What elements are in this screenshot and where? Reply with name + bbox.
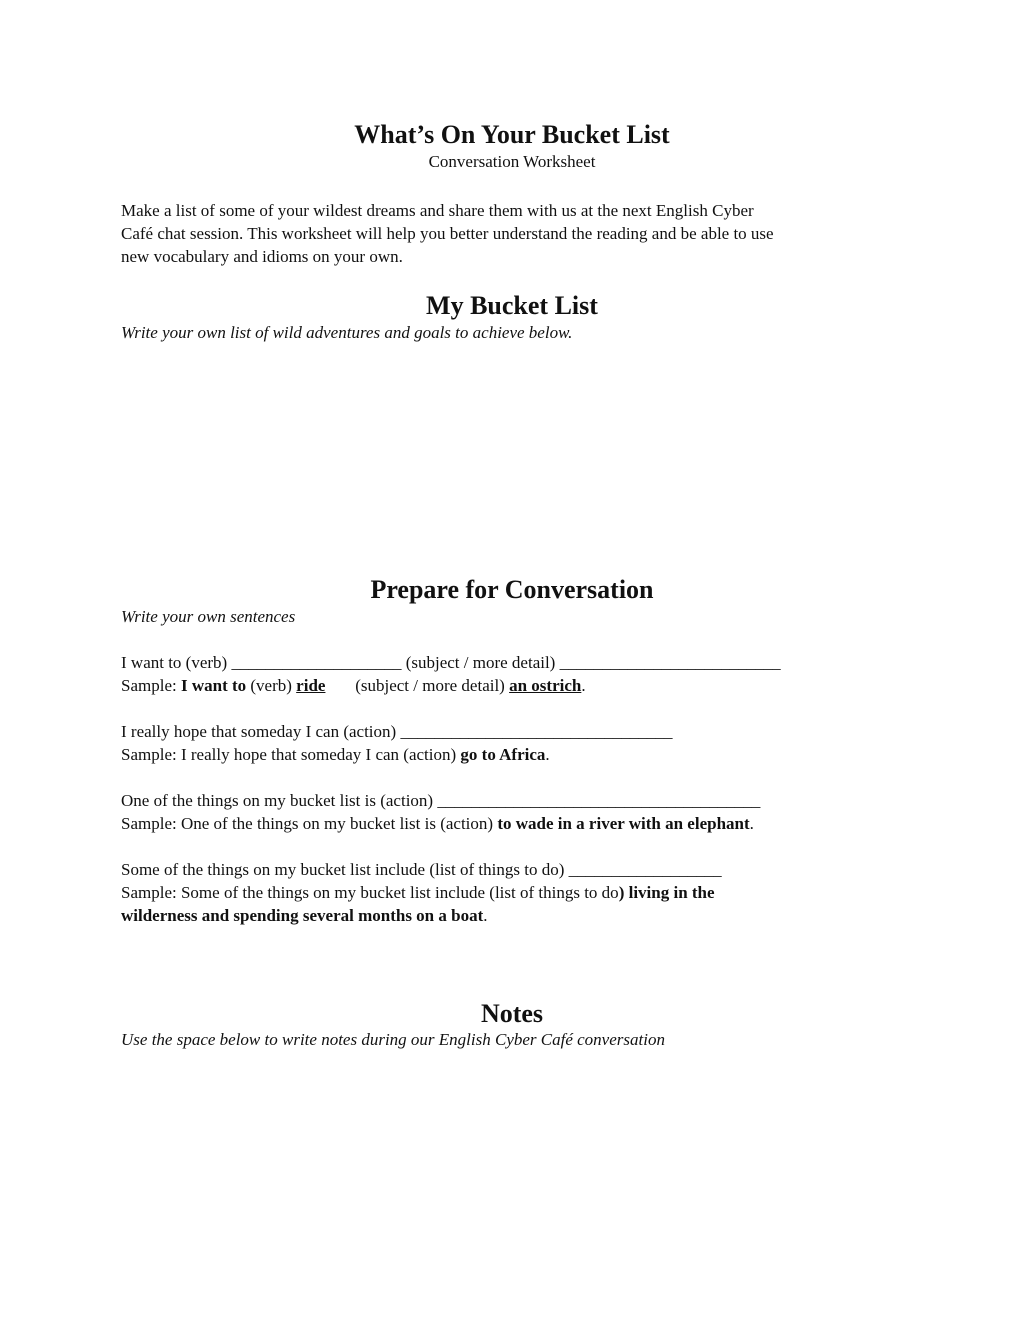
- intro-line: Café chat session. This worksheet will help you better understand the reading and be able to use: [121, 224, 774, 243]
- bucket-list-writing-area[interactable]: [121, 350, 901, 570]
- sample-text: .: [581, 676, 586, 695]
- notes-writing-area[interactable]: [121, 1060, 901, 1280]
- prepare-heading: Prepare for Conversation: [370, 575, 654, 604]
- sample-bold-underlined: ride: [296, 676, 326, 695]
- sample-bold: wilderness and spending several months on a boat: [121, 906, 484, 925]
- sample-text: (subject / more detail): [325, 676, 510, 695]
- sample-bold: I want to: [180, 676, 247, 695]
- sample-bold-underlined: an ostrich: [509, 676, 582, 695]
- sample-text: .: [545, 745, 550, 764]
- exercise-4-sample-line-2: [121, 906, 488, 926]
- sample-text: Sample: I really hope that someday I can (action): [121, 745, 461, 764]
- sample-bold: go to Africa: [460, 745, 546, 764]
- bucket-list-heading: My Bucket List: [426, 291, 598, 320]
- sample-bold: ) living in the: [618, 883, 715, 902]
- exercise-3-sample: [121, 814, 754, 834]
- exercise-1-prompt: I want to (verb) ____________________ (subject / more detail) __________________________: [121, 653, 781, 672]
- sample-text: Sample: Some of the things on my bucket list include (list of things to do: [121, 883, 619, 902]
- notes-heading: Notes: [480, 999, 544, 1028]
- exercise-4-sample-line-1: [121, 883, 715, 903]
- intro-line: new vocabulary and idioms on your own.: [121, 247, 403, 266]
- sample-bold: to wade in a river with an elephant: [497, 814, 750, 833]
- intro-line: Make a list of some of your wildest dreams and share them with us at the next English Cyber: [121, 201, 754, 220]
- exercise-2-prompt: I really hope that someday I can (action) ________________________________: [121, 722, 673, 741]
- page-subtitle: Conversation Worksheet: [428, 152, 596, 171]
- sample-text: Sample: One of the things on my bucket list is (action): [121, 814, 498, 833]
- exercise-3-prompt: One of the things on my bucket list is (action) ______________________________________: [121, 791, 761, 810]
- sample-label: Sample:: [121, 676, 181, 695]
- exercise-4-prompt: Some of the things on my bucket list include (list of things to do) __________________: [121, 860, 722, 879]
- exercise-2-sample: [121, 745, 550, 765]
- page-title: What’s On Your Bucket List: [354, 120, 670, 149]
- bucket-list-instruction: Write your own list of wild adventures and goals to achieve below.: [121, 323, 573, 342]
- intro-paragraph: [121, 199, 911, 268]
- prepare-instruction: Write your own sentences: [121, 607, 296, 626]
- exercise-1-sample: [121, 676, 586, 696]
- sample-text: (verb): [246, 676, 297, 695]
- notes-instruction: Use the space below to write notes during our English Cyber Café conversation: [121, 1030, 665, 1049]
- sample-text: .: [749, 814, 754, 833]
- sample-text: .: [483, 906, 488, 925]
